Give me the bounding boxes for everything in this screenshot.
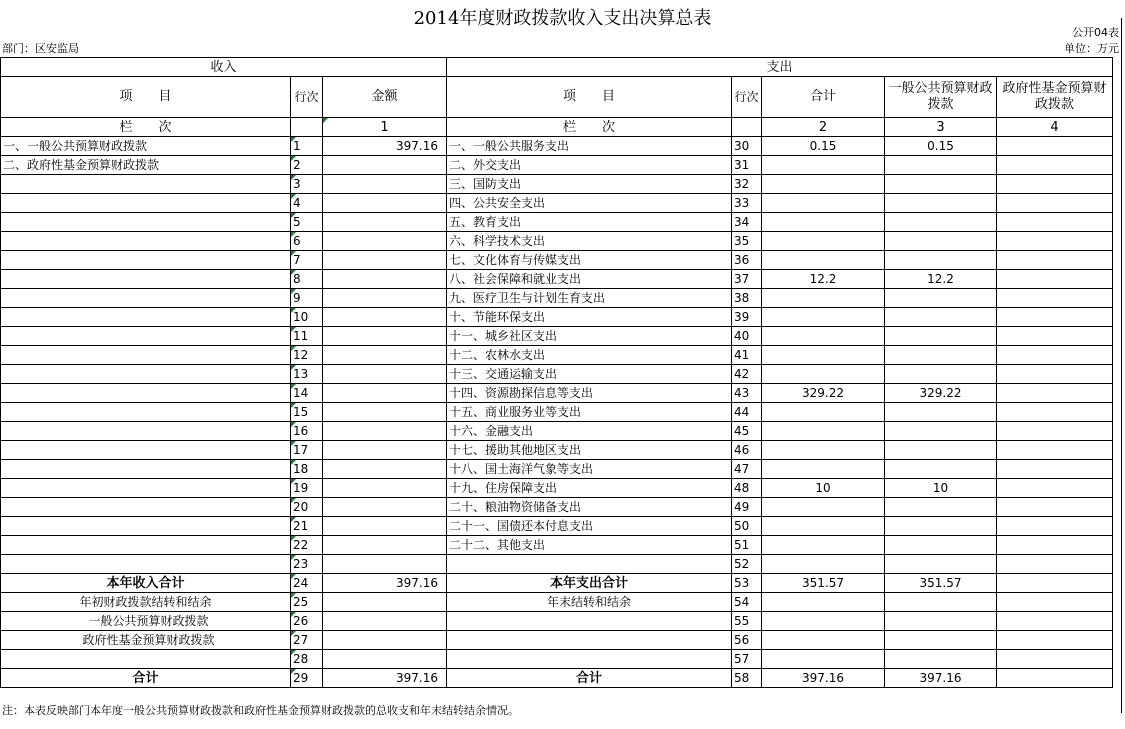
expense-general-budget bbox=[885, 251, 997, 270]
income-col-blank bbox=[291, 118, 323, 137]
income-amount bbox=[323, 631, 447, 650]
expense-general-budget: 397.16 bbox=[885, 669, 997, 688]
table-row bbox=[1, 346, 1113, 365]
expense-total bbox=[762, 650, 885, 669]
expense-item: 六、科学技术支出 bbox=[447, 232, 732, 251]
expense-general-budget bbox=[885, 612, 997, 631]
income-item bbox=[1, 479, 291, 498]
income-item bbox=[1, 251, 291, 270]
expense-gov-fund bbox=[997, 669, 1113, 688]
expense-total bbox=[762, 403, 885, 422]
expense-gov-fund bbox=[997, 175, 1113, 194]
expense-general-budget bbox=[885, 232, 997, 251]
income-amount bbox=[323, 213, 447, 232]
expense-row-no: 44 bbox=[732, 403, 762, 422]
expense-gov-fund bbox=[997, 517, 1113, 536]
income-row-no: 15 bbox=[291, 403, 323, 422]
income-item bbox=[1, 365, 291, 384]
expense-item: 十三、交通运输支出 bbox=[447, 365, 732, 384]
department-label: 部门：区安监局 bbox=[2, 42, 79, 55]
table-row bbox=[1, 384, 1113, 403]
income-row-no: 25 bbox=[291, 593, 323, 612]
expense-row-no: 54 bbox=[732, 593, 762, 612]
income-row-no: 9 bbox=[291, 289, 323, 308]
expense-col-2: 2 bbox=[762, 118, 885, 137]
expense-item-header: 项 目 bbox=[447, 77, 732, 118]
income-item: 本年收入合计 bbox=[1, 574, 291, 593]
income-item bbox=[1, 555, 291, 574]
expense-item bbox=[447, 631, 732, 650]
expense-item: 二十一、国债还本付息支出 bbox=[447, 517, 732, 536]
expense-row-no: 34 bbox=[732, 213, 762, 232]
expense-general-budget bbox=[885, 517, 997, 536]
expense-row-no: 46 bbox=[732, 441, 762, 460]
expense-total: 329.22 bbox=[762, 384, 885, 403]
expense-gov-fund bbox=[997, 593, 1113, 612]
income-amount bbox=[323, 365, 447, 384]
expense-total bbox=[762, 194, 885, 213]
expense-item: 四、公共安全支出 bbox=[447, 194, 732, 213]
expense-general-budget bbox=[885, 327, 997, 346]
income-item bbox=[1, 289, 291, 308]
income-item bbox=[1, 194, 291, 213]
income-col-label: 栏 次 bbox=[1, 118, 291, 137]
expense-general-budget bbox=[885, 365, 997, 384]
table-row bbox=[1, 213, 1113, 232]
expense-total bbox=[762, 460, 885, 479]
income-item: 一般公共预算财政拨款 bbox=[1, 612, 291, 631]
income-amount: 397.16 bbox=[323, 574, 447, 593]
expense-row-no: 37 bbox=[732, 270, 762, 289]
expense-row-no: 56 bbox=[732, 631, 762, 650]
income-row-no: 13 bbox=[291, 365, 323, 384]
expense-row-no: 39 bbox=[732, 308, 762, 327]
table-row bbox=[1, 251, 1113, 270]
income-amount bbox=[323, 460, 447, 479]
expense-item: 八、社会保障和就业支出 bbox=[447, 270, 732, 289]
income-row-no: 1 bbox=[291, 137, 323, 156]
income-item bbox=[1, 346, 291, 365]
expense-item: 十二、农林水支出 bbox=[447, 346, 732, 365]
income-item: 一、一般公共预算财政拨款 bbox=[1, 137, 291, 156]
expense-row-no: 49 bbox=[732, 498, 762, 517]
expense-gov-fund bbox=[997, 384, 1113, 403]
income-item bbox=[1, 460, 291, 479]
expense-row-no: 32 bbox=[732, 175, 762, 194]
expense-row-no: 43 bbox=[732, 384, 762, 403]
header-row-1 bbox=[1, 58, 1113, 77]
expense-general-budget bbox=[885, 346, 997, 365]
income-rowno-header: 行次 bbox=[291, 77, 323, 118]
expense-item: 二十二、其他支出 bbox=[447, 536, 732, 555]
expense-general-budget bbox=[885, 289, 997, 308]
income-amount bbox=[323, 593, 447, 612]
table-row bbox=[1, 194, 1113, 213]
expense-row-no: 55 bbox=[732, 612, 762, 631]
expense-item: 本年支出合计 bbox=[447, 574, 732, 593]
income-row-no: 19 bbox=[291, 479, 323, 498]
income-row-no: 17 bbox=[291, 441, 323, 460]
income-amount bbox=[323, 422, 447, 441]
expense-item bbox=[447, 555, 732, 574]
table-row bbox=[1, 308, 1113, 327]
table-row bbox=[1, 460, 1113, 479]
income-row-no: 4 bbox=[291, 194, 323, 213]
expense-item: 二、外交支出 bbox=[447, 156, 732, 175]
income-row-no: 18 bbox=[291, 460, 323, 479]
table-row bbox=[1, 517, 1113, 536]
expense-general-budget bbox=[885, 593, 997, 612]
expense-total bbox=[762, 631, 885, 650]
income-row-no: 29 bbox=[291, 669, 323, 688]
expense-total bbox=[762, 555, 885, 574]
expense-gov-fund bbox=[997, 308, 1113, 327]
table-row bbox=[1, 232, 1113, 251]
expense-item: 五、教育支出 bbox=[447, 213, 732, 232]
expense-gov-fund bbox=[997, 213, 1113, 232]
expense-row-no: 52 bbox=[732, 555, 762, 574]
expense-general-budget: 351.57 bbox=[885, 574, 997, 593]
report-title: 2014年度财政拨款收入支出决算总表 bbox=[413, 8, 712, 29]
income-amount: 397.16 bbox=[323, 669, 447, 688]
income-item bbox=[1, 327, 291, 346]
income-amount bbox=[323, 175, 447, 194]
income-item bbox=[1, 498, 291, 517]
expense-item: 三、国防支出 bbox=[447, 175, 732, 194]
expense-general-budget bbox=[885, 175, 997, 194]
table-row bbox=[1, 270, 1113, 289]
table-row bbox=[1, 365, 1113, 384]
income-amount: 397.16 bbox=[323, 137, 447, 156]
expense-row-no: 31 bbox=[732, 156, 762, 175]
expense-total bbox=[762, 175, 885, 194]
table-row bbox=[1, 650, 1113, 669]
expense-gov-fund bbox=[997, 631, 1113, 650]
income-amount bbox=[323, 289, 447, 308]
general-budget-header: 一般公共预算财政拨款 bbox=[885, 77, 997, 118]
expense-general-budget bbox=[885, 422, 997, 441]
expense-row-no: 35 bbox=[732, 232, 762, 251]
income-amount bbox=[323, 479, 447, 498]
income-header: 收入 bbox=[1, 58, 447, 77]
table-row bbox=[1, 422, 1113, 441]
income-amount bbox=[323, 536, 447, 555]
income-row-no: 16 bbox=[291, 422, 323, 441]
expense-total bbox=[762, 422, 885, 441]
table-row bbox=[1, 441, 1113, 460]
income-item bbox=[1, 650, 291, 669]
table-row bbox=[1, 289, 1113, 308]
expense-total: 351.57 bbox=[762, 574, 885, 593]
expense-total bbox=[762, 213, 885, 232]
expense-total bbox=[762, 308, 885, 327]
expense-item: 十七、援助其他地区支出 bbox=[447, 441, 732, 460]
expense-total bbox=[762, 441, 885, 460]
expense-general-budget bbox=[885, 213, 997, 232]
expense-total bbox=[762, 593, 885, 612]
income-row-no: 27 bbox=[291, 631, 323, 650]
income-row-no: 14 bbox=[291, 384, 323, 403]
income-item bbox=[1, 213, 291, 232]
income-item bbox=[1, 422, 291, 441]
table-row bbox=[1, 574, 1113, 593]
table-row bbox=[1, 593, 1113, 612]
income-item: 政府性基金预算财政拨款 bbox=[1, 631, 291, 650]
expense-row-no: 53 bbox=[732, 574, 762, 593]
table-row bbox=[1, 403, 1113, 422]
expense-row-no: 51 bbox=[732, 536, 762, 555]
expense-row-no: 47 bbox=[732, 460, 762, 479]
income-amount bbox=[323, 156, 447, 175]
expense-total: 12.2 bbox=[762, 270, 885, 289]
expense-gov-fund bbox=[997, 650, 1113, 669]
income-item bbox=[1, 441, 291, 460]
table-row bbox=[1, 536, 1113, 555]
expense-total bbox=[762, 251, 885, 270]
income-row-no: 28 bbox=[291, 650, 323, 669]
expense-col-blank bbox=[732, 118, 762, 137]
unit-label: 单位：万元 bbox=[1064, 42, 1119, 55]
table-row bbox=[1, 669, 1113, 688]
expense-gov-fund bbox=[997, 137, 1113, 156]
expense-general-budget bbox=[885, 555, 997, 574]
income-col-1: 1 bbox=[323, 118, 447, 137]
expense-general-budget bbox=[885, 650, 997, 669]
expense-gov-fund bbox=[997, 498, 1113, 517]
expense-item: 一、一般公共服务支出 bbox=[447, 137, 732, 156]
expense-gov-fund bbox=[997, 327, 1113, 346]
table-row bbox=[1, 327, 1113, 346]
expense-gov-fund bbox=[997, 555, 1113, 574]
expense-gov-fund bbox=[997, 232, 1113, 251]
income-amount bbox=[323, 232, 447, 251]
income-amount bbox=[323, 612, 447, 631]
income-amount bbox=[323, 498, 447, 517]
expense-item: 十五、商业服务业等支出 bbox=[447, 403, 732, 422]
expense-general-budget: 10 bbox=[885, 479, 997, 498]
table-row bbox=[1, 137, 1113, 156]
income-amount bbox=[323, 346, 447, 365]
gov-fund-header: 政府性基金预算财政拨款 bbox=[997, 77, 1113, 118]
expense-gov-fund bbox=[997, 536, 1113, 555]
expense-gov-fund bbox=[997, 289, 1113, 308]
expense-general-budget bbox=[885, 536, 997, 555]
income-row-no: 6 bbox=[291, 232, 323, 251]
expense-general-budget: 12.2 bbox=[885, 270, 997, 289]
income-item bbox=[1, 175, 291, 194]
expense-gov-fund bbox=[997, 460, 1113, 479]
expense-gov-fund bbox=[997, 422, 1113, 441]
income-amount bbox=[323, 441, 447, 460]
income-row-no: 2 bbox=[291, 156, 323, 175]
expense-row-no: 58 bbox=[732, 669, 762, 688]
expense-general-budget bbox=[885, 194, 997, 213]
income-row-no: 20 bbox=[291, 498, 323, 517]
expense-item: 合计 bbox=[447, 669, 732, 688]
expense-gov-fund bbox=[997, 251, 1113, 270]
expense-gov-fund bbox=[997, 612, 1113, 631]
income-amount bbox=[323, 403, 447, 422]
expense-row-no: 38 bbox=[732, 289, 762, 308]
income-amount bbox=[323, 270, 447, 289]
income-amount bbox=[323, 517, 447, 536]
income-item bbox=[1, 536, 291, 555]
expense-item: 十四、资源勘探信息等支出 bbox=[447, 384, 732, 403]
expense-row-no: 36 bbox=[732, 251, 762, 270]
expense-general-budget bbox=[885, 441, 997, 460]
expense-general-budget bbox=[885, 460, 997, 479]
expense-general-budget: 0.15 bbox=[885, 137, 997, 156]
income-amount bbox=[323, 650, 447, 669]
income-amount bbox=[323, 384, 447, 403]
header-row-2 bbox=[1, 77, 1113, 118]
expense-gov-fund bbox=[997, 365, 1113, 384]
expense-col-3: 3 bbox=[885, 118, 997, 137]
table-row bbox=[1, 631, 1113, 650]
expense-total bbox=[762, 498, 885, 517]
expense-gov-fund bbox=[997, 346, 1113, 365]
income-row-no: 10 bbox=[291, 308, 323, 327]
expense-total bbox=[762, 156, 885, 175]
expense-header: 支出 bbox=[447, 58, 1113, 77]
income-amount bbox=[323, 308, 447, 327]
expense-item: 十九、住房保障支出 bbox=[447, 479, 732, 498]
footnote: 注：本表反映部门本年度一般公共预算财政拨款和政府性基金预算财政拨款的总收支和年末结转结余情况。 bbox=[2, 704, 519, 717]
expense-total bbox=[762, 612, 885, 631]
expense-row-no: 57 bbox=[732, 650, 762, 669]
expense-general-budget bbox=[885, 631, 997, 650]
header-row-3 bbox=[1, 118, 1113, 137]
expense-general-budget bbox=[885, 403, 997, 422]
expense-row-no: 30 bbox=[732, 137, 762, 156]
income-item bbox=[1, 308, 291, 327]
table-row bbox=[1, 498, 1113, 517]
expense-total bbox=[762, 365, 885, 384]
income-row-no: 7 bbox=[291, 251, 323, 270]
expense-general-budget bbox=[885, 308, 997, 327]
income-item bbox=[1, 403, 291, 422]
expense-row-no: 40 bbox=[732, 327, 762, 346]
table-body bbox=[1, 58, 1113, 688]
expense-row-no: 42 bbox=[732, 365, 762, 384]
expense-gov-fund bbox=[997, 156, 1113, 175]
expense-item: 十、节能环保支出 bbox=[447, 308, 732, 327]
table-row bbox=[1, 612, 1113, 631]
expense-gov-fund bbox=[997, 403, 1113, 422]
expense-row-no: 48 bbox=[732, 479, 762, 498]
expense-total-header: 合计 bbox=[762, 77, 885, 118]
income-row-no: 23 bbox=[291, 555, 323, 574]
expense-total: 10 bbox=[762, 479, 885, 498]
expense-total: 397.16 bbox=[762, 669, 885, 688]
expense-gov-fund bbox=[997, 479, 1113, 498]
expense-gov-fund bbox=[997, 270, 1113, 289]
expense-total bbox=[762, 327, 885, 346]
expense-row-no: 41 bbox=[732, 346, 762, 365]
expense-item: 七、文化体育与传媒支出 bbox=[447, 251, 732, 270]
expense-rowno-header: 行次 bbox=[732, 77, 762, 118]
expense-item: 十一、城乡社区支出 bbox=[447, 327, 732, 346]
expense-general-budget: 329.22 bbox=[885, 384, 997, 403]
income-item bbox=[1, 270, 291, 289]
expense-gov-fund bbox=[997, 441, 1113, 460]
income-item: 合计 bbox=[1, 669, 291, 688]
table-row bbox=[1, 479, 1113, 498]
income-row-no: 12 bbox=[291, 346, 323, 365]
expense-item: 二十、粮油物资储备支出 bbox=[447, 498, 732, 517]
income-amount bbox=[323, 327, 447, 346]
income-item: 二、政府性基金预算财政拨款 bbox=[1, 156, 291, 175]
expense-item bbox=[447, 650, 732, 669]
income-item: 年初财政拨款结转和结余 bbox=[1, 593, 291, 612]
expense-item: 九、医疗卫生与计划生育支出 bbox=[447, 289, 732, 308]
expense-col-4: 4 bbox=[997, 118, 1113, 137]
income-amount bbox=[323, 555, 447, 574]
expense-total bbox=[762, 289, 885, 308]
income-row-no: 22 bbox=[291, 536, 323, 555]
expense-gov-fund bbox=[997, 574, 1113, 593]
expense-item: 十八、国土海洋气象等支出 bbox=[447, 460, 732, 479]
expense-total bbox=[762, 517, 885, 536]
expense-total: 0.15 bbox=[762, 137, 885, 156]
income-item bbox=[1, 517, 291, 536]
expense-col-label: 栏 次 bbox=[447, 118, 732, 137]
income-amount bbox=[323, 194, 447, 213]
expense-item: 十六、金融支出 bbox=[447, 422, 732, 441]
income-amount-header: 金额 bbox=[323, 77, 447, 118]
income-amount bbox=[323, 251, 447, 270]
expense-row-no: 45 bbox=[732, 422, 762, 441]
expense-item: 年末结转和结余 bbox=[447, 593, 732, 612]
income-row-no: 26 bbox=[291, 612, 323, 631]
expense-gov-fund bbox=[997, 194, 1113, 213]
expense-total bbox=[762, 232, 885, 251]
budget-table bbox=[0, 57, 1113, 688]
income-row-no: 24 bbox=[291, 574, 323, 593]
income-row-no: 21 bbox=[291, 517, 323, 536]
expense-item bbox=[447, 612, 732, 631]
income-item bbox=[1, 232, 291, 251]
income-item bbox=[1, 384, 291, 403]
table-row bbox=[1, 156, 1113, 175]
expense-total bbox=[762, 346, 885, 365]
income-row-no: 11 bbox=[291, 327, 323, 346]
table-row bbox=[1, 555, 1113, 574]
form-number: 公开04表 bbox=[1072, 26, 1119, 39]
income-row-no: 5 bbox=[291, 213, 323, 232]
right-border-line bbox=[1121, 18, 1122, 713]
expense-general-budget bbox=[885, 156, 997, 175]
income-item-header: 项 目 bbox=[1, 77, 291, 118]
expense-row-no: 50 bbox=[732, 517, 762, 536]
expense-row-no: 33 bbox=[732, 194, 762, 213]
expense-total bbox=[762, 536, 885, 555]
expense-general-budget bbox=[885, 498, 997, 517]
table-row bbox=[1, 175, 1113, 194]
income-row-no: 8 bbox=[291, 270, 323, 289]
income-row-no: 3 bbox=[291, 175, 323, 194]
